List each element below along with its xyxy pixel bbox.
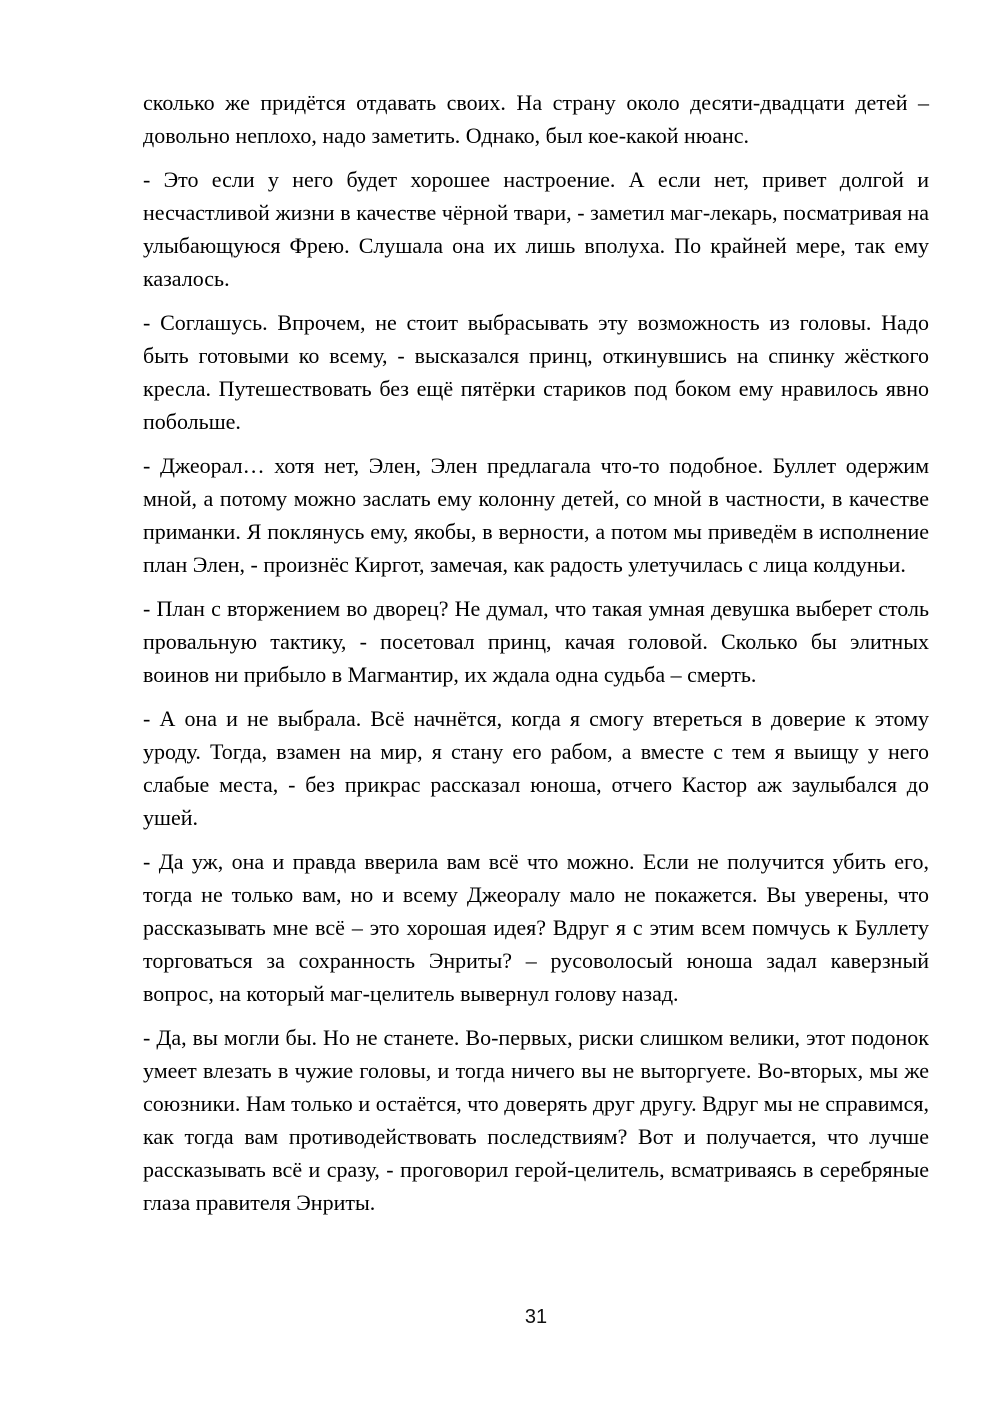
paragraph: - Соглашусь. Впрочем, не стоит выбрасывать эту возможность из головы. Надо быть готовыми ко всему, - высказался принц, откинувшись на спинку жёсткого кресла. Путешествовать без ещё пятёрки стариков под боком ему нравилось явно побольше.	[143, 310, 929, 434]
paragraph: сколько же придётся отдавать своих. На страну около десяти-двадцати детей – довольно неплохо, надо заметить. Однако, был кое-какой нюанс.	[143, 90, 929, 148]
paragraph: - Да уж, она и правда вверила вам всё что можно. Если не получится убить его, тогда не только вам, но и всему Джеоралу мало не покажется. Вы уверены, что рассказывать мне всё – это хорошая идея? Вдруг я с этим всем помчусь к Буллету торговаться за сохранность Энриты? – русоволосый юноша задал каверзный вопрос, на который маг-целитель вывернул голову назад.	[143, 849, 929, 1006]
page-number: 31	[524, 1306, 548, 1328]
paragraph: - Да, вы могли бы. Но не станете. Во-первых, риски слишком велики, этот подонок умеет влезать в чужие головы, и тогда ничего вы не выторгуете. Во-вторых, мы же союзники. Нам только и остаётся, что доверять друг другу. Вдруг мы не справимся, как тогда вам противодействовать последствиям? Вот и получается, что лучше рассказывать всё и сразу, - проговорил герой-целитель, всматриваясь в серебряные глаза правителя Энриты.	[143, 1025, 929, 1215]
paragraph: - План с вторжением во дворец? Не думал, что такая умная девушка выберет столь провальную тактику, - посетовал принц, качая головой. Сколько бы элитных воинов ни прибыло в Магмантир, их ждала одна судьба – смерть.	[143, 596, 929, 687]
text-block	[143, 86, 929, 1230]
paragraph: - Джеорал… хотя нет, Элен, Элен предлагала что-то подобное. Буллет одержим мной, а потому можно заслать ему колонну детей, со мной в частности, в качестве приманки. Я поклянусь ему, якобы, в верности, а потом мы приведём в исполнение план Элен, - произнёс Киргот, замечая, как радость улетучилась с лица колдуньи.	[143, 453, 929, 577]
paragraph: - А она и не выбрала. Всё начнётся, когда я смогу втереться в доверие к этому уроду. Тогда, взамен на мир, я стану его рабом, а вместе с тем я выищу у него слабые места, - без прикрас рассказал юноша, отчего Кастор аж заулыбался до ушей.	[143, 706, 929, 830]
paragraph: - Это если у него будет хорошее настроение. А если нет, привет долгой и несчастливой жизни в качестве чёрной твари, - заметил маг-лекарь, посматривая на улыбающуюся Фрею. Слушала она их лишь вполуха. По крайней мере, так ему казалось.	[143, 167, 929, 291]
